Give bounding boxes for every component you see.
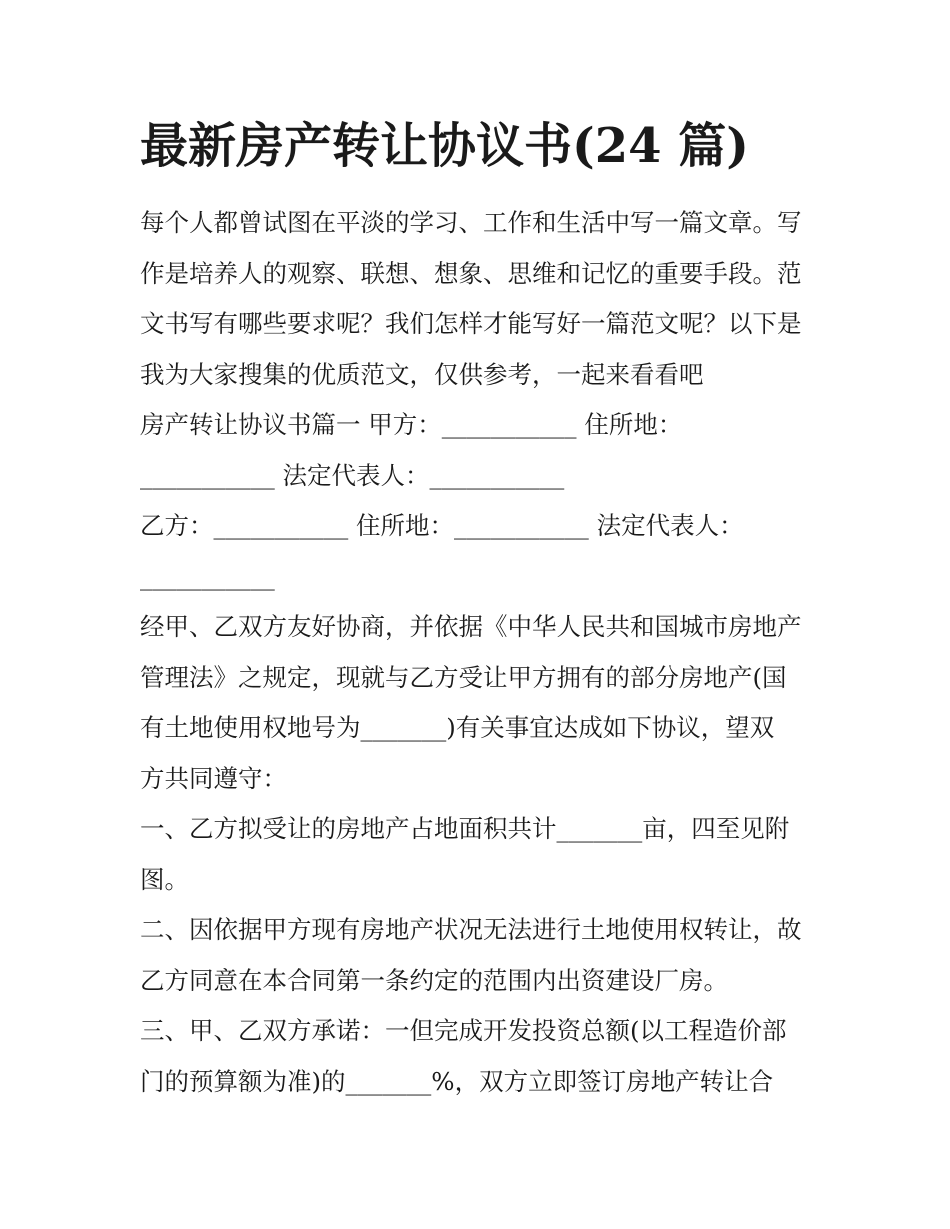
body-line: ___________ <box>140 561 275 591</box>
document-body <box>140 198 812 1107</box>
body-line: 管理法》之规定，现就与乙方受让甲方拥有的部分房地产(国 <box>140 662 787 692</box>
body-line: 三、甲、乙双方承诺：一但完成开发投资总额(以工程造价部 <box>140 1016 787 1045</box>
body-line: 文书写有哪些要求呢？我们怎样才能写好一篇范文呢？以下是 <box>140 309 802 338</box>
body-line: 二、因依据甲方现有房地产状况无法进行土地使用权转让，故 <box>140 915 802 944</box>
body-line: 乙方同意在本合同第一条约定的范围内出资建设厂房。 <box>140 965 728 995</box>
document-title: 最新房产转让协议书(24 篇) <box>140 118 749 174</box>
body-line: 图。 <box>140 864 189 894</box>
body-line: ___________ 法定代表人：___________ <box>140 460 565 490</box>
body-line: 作是培养人的观察、联想、想象、思维和记忆的重要手段。范 <box>140 258 802 288</box>
body-line: 房产转让协议书篇一 甲方：___________ 住所地： <box>140 410 683 439</box>
body-line: 有土地使用权地号为_______)有关事宜达成如下协议，望双 <box>140 713 775 742</box>
body-line: 一、乙方拟受让的房地产占地面积共计_______亩，四至见附 <box>140 814 790 843</box>
body-line: 每个人都曾试图在平淡的学习、工作和生活中写一篇文章。写 <box>140 208 802 237</box>
body-line: 我为大家搜集的优质范文，仅供参考，一起来看看吧 <box>140 359 704 389</box>
body-line: 经甲、乙双方友好协商，并依据《中华人民共和国城市房地产 <box>140 612 802 641</box>
body-line: 方共同遵守： <box>140 763 287 793</box>
body-line: 门的预算额为准)的_______%，双方立即签订房地产转让合 <box>140 1066 774 1096</box>
body-line: 乙方：___________ 住所地：___________ 法定代表人： <box>140 511 744 540</box>
